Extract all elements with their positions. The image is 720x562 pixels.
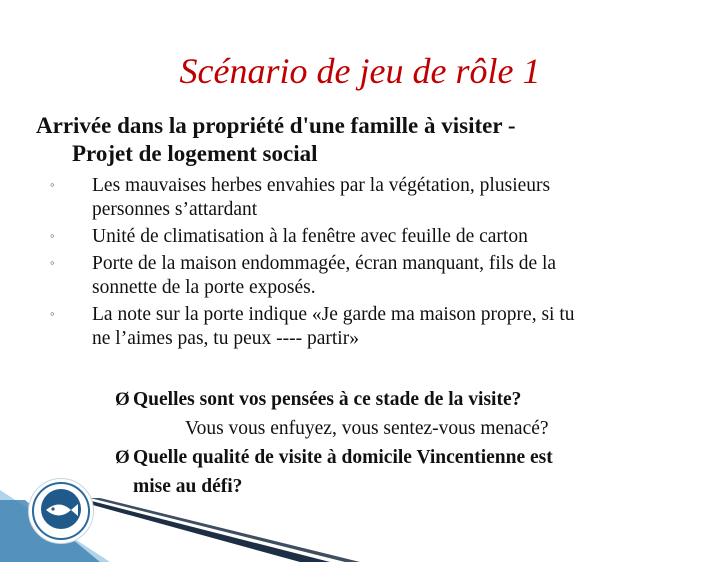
bullet-text: ne l’aimes pas, tu peux ---- partir» (92, 328, 359, 349)
bullet-item (50, 225, 710, 249)
bullet-marker: ◦ (50, 306, 55, 321)
question-1 (115, 385, 715, 414)
question-2-continuation: mise au défi? (133, 476, 243, 497)
arrow-bullet-icon: Ø (115, 447, 130, 468)
bullet-text: Les mauvaises herbes envahies par la végétation, plusieurs (92, 175, 551, 196)
bullet-text: Unité de climatisation à la fenêtre avec feuille de carton (92, 226, 528, 247)
bullet-item (50, 174, 710, 222)
bullet-list (50, 174, 710, 354)
arrow-bullet-icon: Ø (115, 389, 130, 410)
bullet-item (50, 252, 710, 300)
slide-title: Scénario de jeu de rôle 1 (179, 51, 541, 91)
bullet-text: La note sur la porte indique «Je garde ma maison propre, si tu (92, 304, 575, 325)
bullet-marker: ◦ (50, 177, 55, 192)
question-1-text: Quelles sont vos pensées à ce stade de la visite? (133, 389, 522, 410)
slide-heading (36, 112, 696, 168)
answer-1: Vous vous enfuyez, vous sentez-vous menacé? (185, 418, 549, 439)
heading-line-2: Projet de logement social (72, 141, 318, 166)
bullet-text: Porte de la maison endommagée, écran manquant, fils de la (92, 253, 557, 274)
bullet-marker: ◦ (50, 255, 55, 270)
bullet-marker: ◦ (50, 228, 55, 243)
heading-line-1: Arrivée dans la propriété d'une famille à visiter - (36, 113, 516, 138)
bullet-text: personnes s’attardant (92, 199, 258, 220)
bullet-text: sonnette de la porte exposés. (92, 277, 316, 298)
deco-dark-stripe (90, 498, 360, 562)
society-logo-icon (28, 478, 94, 544)
bullet-item (50, 303, 710, 351)
question-2 (115, 443, 715, 472)
deco-dark-band (60, 496, 330, 562)
question-2-text: Quelle qualité de visite à domicile Vincentienne est (133, 447, 553, 468)
questions-block (115, 385, 715, 501)
